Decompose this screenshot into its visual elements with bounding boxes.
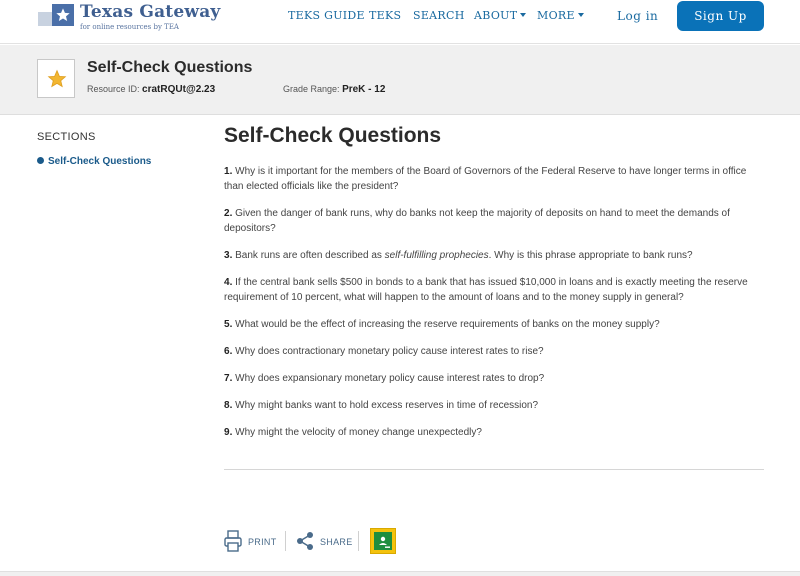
caret-down-icon	[520, 13, 526, 17]
question-number: 5	[224, 319, 230, 330]
logo-tagline: for online resources by TEA	[80, 23, 179, 31]
question-item: 6. Why does contractionary monetary policy cause interest rates to rise?	[224, 346, 544, 357]
question-item: 5. What would be the effect of increasing the reserve requirements of banks on the money supply?	[224, 319, 660, 330]
share-button[interactable]	[296, 528, 352, 554]
question-text-italic: self-fulfilling prophecies	[384, 250, 489, 261]
sidebar-item-label: Self-Check Questions	[48, 156, 152, 167]
google-classroom-button[interactable]	[370, 528, 396, 554]
question-item: 4. If the central bank sells $500 in bonds to a bank that has issued $10,000 in loans and is exactly meeting the reserve requirement of 10 percent, what will happen to the amount of loans and to the money supply in general?	[224, 277, 748, 303]
bullet-dot-icon	[37, 157, 44, 164]
resource-id	[87, 84, 215, 95]
nav-search[interactable]	[413, 9, 465, 22]
grade-range-label: Grade Range:	[283, 84, 340, 94]
share-label: SHARE	[320, 537, 353, 547]
question-number: 4	[224, 277, 230, 288]
question-list	[224, 164, 764, 452]
question-text: . Why is this phrase appropriate to bank runs?	[488, 250, 693, 261]
nav-label: SEARCH	[413, 9, 465, 22]
login-link[interactable]: Log in	[617, 9, 659, 23]
texas-gateway-logo[interactable]	[38, 2, 228, 32]
favorite-button[interactable]	[37, 59, 75, 98]
star-icon	[47, 69, 67, 89]
toolbar-separator	[358, 531, 359, 551]
content-divider	[224, 469, 764, 470]
sections-heading: SECTIONS	[37, 131, 96, 143]
question-text: Why does expansionary monetary policy cause interest rates to drop?	[235, 373, 545, 384]
question-number: 1	[224, 166, 230, 177]
question-item: 8. Why might banks want to hold excess reserves in time of recession?	[224, 400, 539, 411]
nav-more[interactable]	[537, 9, 584, 22]
nav-label: TEKS GUIDE	[288, 9, 365, 22]
question-item: 2. Given the danger of bank runs, why do banks not keep the majority of deposits on hand to meet the demands of depositors?	[224, 208, 730, 234]
nav-label: ABOUT	[474, 9, 518, 22]
question-text: Why does contractionary monetary policy cause interest rates to rise?	[235, 346, 544, 357]
top-header	[0, 0, 800, 44]
question-text: Given the danger of bank runs, why do banks not keep the majority of deposits on hand to meet the demands of depositors?	[224, 208, 730, 234]
question-text: Why might the velocity of money change unexpectedly?	[235, 427, 482, 438]
sidebar-item-self-check-questions[interactable]	[37, 156, 151, 167]
google-classroom-icon	[374, 532, 392, 550]
question-item: 9. Why might the velocity of money change unexpectedly?	[224, 427, 482, 438]
print-button[interactable]	[224, 528, 277, 554]
nav-about[interactable]	[474, 9, 526, 22]
grade-range	[283, 84, 385, 95]
print-label: PRINT	[248, 537, 277, 547]
question-item: 1. Why is it important for the members of the Board of Governors of the Federal Reserve to have longer terms in office than elected officials like the president?	[224, 166, 747, 192]
question-number: 9	[224, 427, 230, 438]
signup-button[interactable]: Sign Up	[677, 1, 764, 31]
nav-label: TEKS	[369, 9, 402, 22]
page-title: Self-Check Questions	[224, 124, 442, 147]
logo-star-icon	[52, 4, 74, 26]
question-text: If the central bank sells $500 in bonds to a bank that has issued $10,000 in loans and is exactly meeting the reserve requirement of 10 percent, what will happen to the amount of loans and to the money supply in general?	[224, 277, 748, 303]
question-number: 3	[224, 250, 230, 261]
resource-id-label: Resource ID:	[87, 84, 140, 94]
question-text: Bank runs are often described as	[235, 250, 385, 261]
question-number: 7	[224, 373, 230, 384]
question-text: Why is it important for the members of the Board of Governors of the Federal Reserve to have longer terms in office than elected officials like the president?	[224, 166, 747, 192]
resource-banner	[0, 45, 800, 115]
question-number: 2	[224, 208, 230, 219]
caret-down-icon	[578, 13, 584, 17]
grade-range-value: PreK - 12	[342, 84, 386, 95]
nav-teks[interactable]	[369, 9, 401, 22]
question-text: What would be the effect of increasing the reserve requirements of banks on the money supply?	[235, 319, 660, 330]
resource-id-value: cratRQUt@2.23	[142, 84, 216, 95]
nav-label: MORE	[537, 9, 575, 22]
footer-edge	[0, 571, 800, 576]
question-number: 8	[224, 400, 230, 411]
question-number: 6	[224, 346, 230, 357]
toolbar-separator	[285, 531, 286, 551]
share-icon	[296, 531, 314, 551]
question-text: Why might banks want to hold excess reserves in time of recession?	[235, 400, 539, 411]
question-item: 3. Bank runs are often described as self-fulfilling prophecies. Why is this phrase appropriate to bank runs?	[224, 250, 693, 261]
question-item: 7. Why does expansionary monetary policy cause interest rates to drop?	[224, 373, 545, 384]
logo-name: Texas Gateway	[80, 2, 221, 22]
resource-title: Self-Check Questions	[87, 59, 253, 76]
printer-icon	[224, 530, 242, 552]
nav-teks-guide[interactable]	[288, 9, 365, 22]
